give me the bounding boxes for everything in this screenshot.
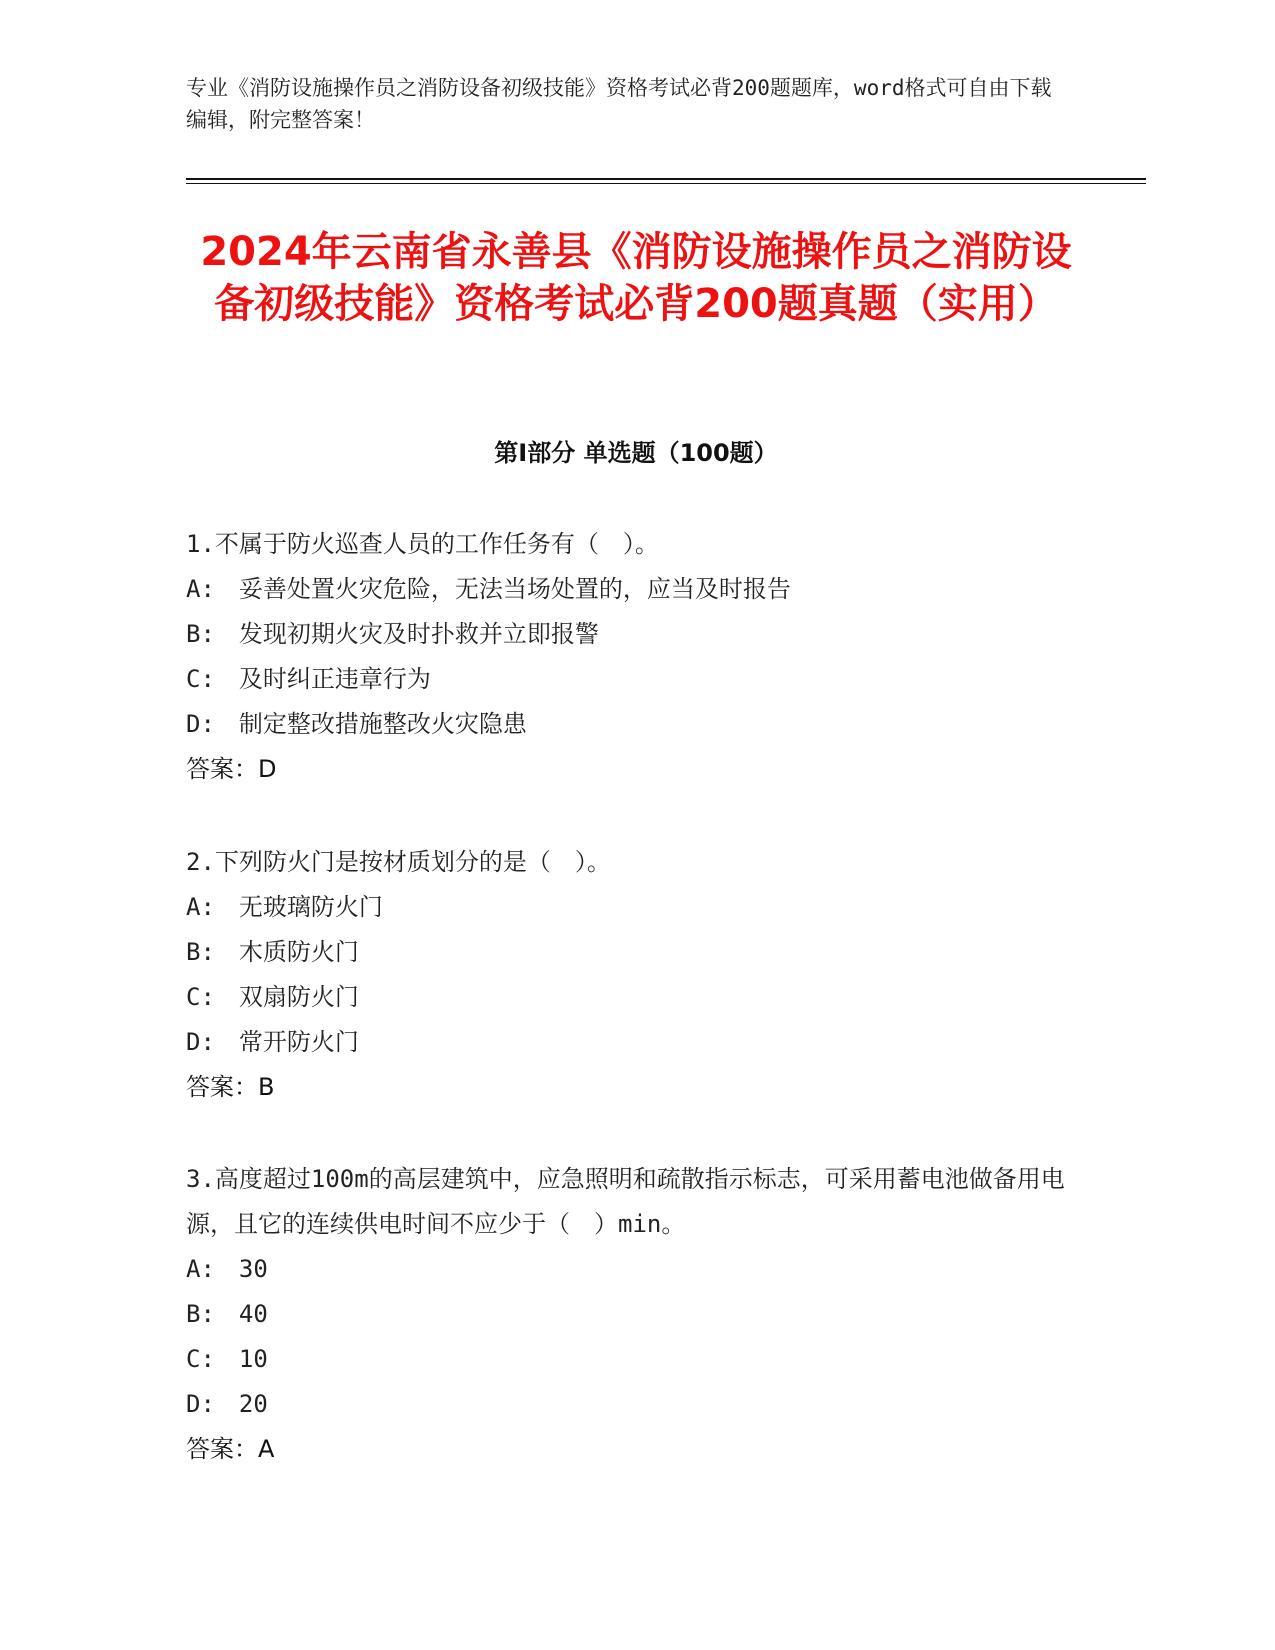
- question-1: [186, 522, 1086, 792]
- option-d: D: 常开防火门: [186, 1028, 359, 1056]
- option-d: D: 制定整改措施整改火灾隐患: [186, 710, 527, 738]
- answer-line: 答案：D: [186, 755, 277, 783]
- header-rule-thin: [186, 183, 1146, 184]
- question-stem: 1.不属于防火巡查人员的工作任务有（ ）。: [186, 530, 659, 558]
- option-a: A: 妥善处置火灾危险，无法当场处置的，应当及时报告: [186, 575, 791, 603]
- option-b: B: 40: [186, 1300, 268, 1328]
- option-c: C: 10: [186, 1345, 268, 1373]
- option-a: A: 30: [186, 1255, 268, 1283]
- option-d: D: 20: [186, 1390, 268, 1418]
- question-3: [186, 1157, 1086, 1472]
- option-b: B: 木质防火门: [186, 938, 359, 966]
- question-stem: 3.高度超过100m的高层建筑中，应急照明和疏散指示标志，可采用蓄电池做备用电源，且它的连续供电时间不应少于（ ）min。: [186, 1165, 1065, 1238]
- document-title: 2024年云南省永善县《消防设施操作员之消防设备初级技能》资格考试必背200题真题（实用）: [200, 229, 1072, 327]
- header-note: 专业《消防设施操作员之消防设备初级技能》资格考试必背200题题库，word格式可自由下载编辑，附完整答案！: [186, 76, 1052, 132]
- question-stem: 2.下列防火门是按材质划分的是（ ）。: [186, 848, 611, 876]
- question-2: [186, 840, 1086, 1110]
- section-heading: 第I部分 单选题（100题）: [494, 439, 778, 467]
- answer-line: 答案：B: [186, 1073, 275, 1101]
- header-rule-thick: [186, 178, 1146, 180]
- option-c: C: 及时纠正违章行为: [186, 665, 431, 693]
- option-a: A: 无玻璃防火门: [186, 893, 383, 921]
- option-c: C: 双扇防火门: [186, 983, 359, 1011]
- option-b: B: 发现初期火灾及时扑救并立即报警: [186, 620, 599, 648]
- answer-line: 答案：A: [186, 1435, 275, 1463]
